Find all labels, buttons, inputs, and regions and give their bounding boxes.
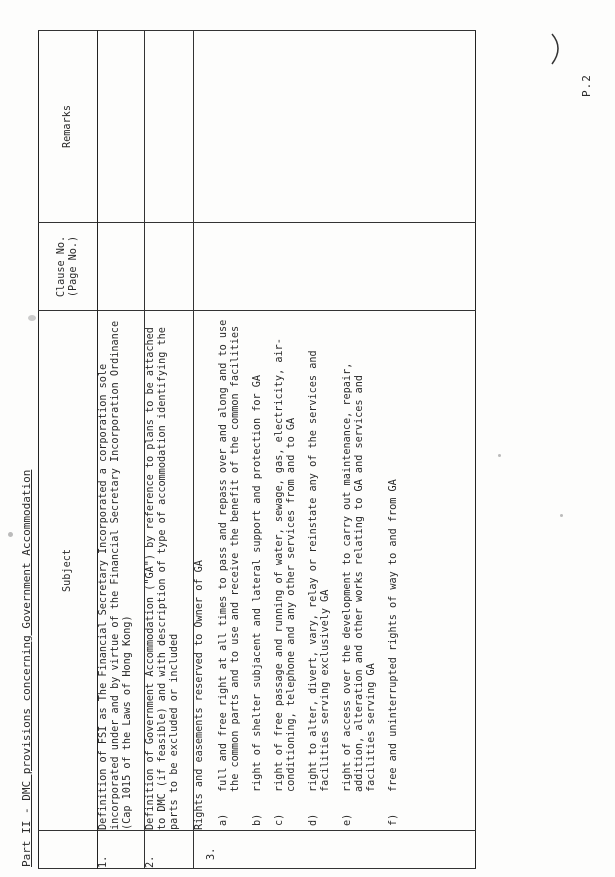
header-remarks: Remarks (39, 31, 98, 223)
item-text: right of access over the development to carry out maintenance, repair, addition, alteration and other works relating to GA and services and facilities serving GA (342, 362, 377, 792)
scan-bracket-mark (548, 30, 568, 70)
row-number: 2. (145, 831, 194, 869)
item-letter: f) (388, 813, 399, 826)
row-subject: Definition of FSI as The Financial Secretary Incorporated a corporation sole incorporated under and by virtue of the Financial Secretary Incorporation Ordinance (Cap 1015 of the Laws of Hong Kong) (98, 311, 145, 831)
item-letter: b) (252, 813, 263, 826)
row-remarks-cell (194, 31, 476, 223)
scan-speck (8, 532, 13, 537)
table-row (194, 31, 476, 869)
page-number: P.2 (580, 74, 593, 97)
item-letter: d) (308, 813, 319, 826)
header-number (39, 831, 98, 869)
row-subject-cell (194, 311, 476, 831)
row-subject: Definition of Government Accommodation ("GA") by reference to plans to be attached to DMC (if feasible) and with description of type of accommodation identifying the parts to be excluded or included (145, 311, 194, 831)
list-item (252, 311, 264, 830)
item-letter: c) (274, 813, 285, 826)
row-remarks-cell (145, 31, 194, 223)
part-title: Part II - DMC provisions concerning Government Accommodation (20, 469, 33, 867)
row-clause-cell (145, 223, 194, 311)
item-text: free and uninterrupted rights of way to and from GA (388, 479, 399, 792)
header-clause-no (39, 223, 98, 311)
row-clause-cell (98, 223, 145, 311)
header-clause-line1: Clause No. (56, 235, 67, 298)
list-item (218, 311, 242, 830)
scan-speck (560, 514, 563, 517)
table-row (145, 31, 194, 869)
table-row (98, 31, 145, 869)
row-number: 1. (98, 831, 145, 869)
list-item (308, 311, 332, 830)
item-text: right of shelter subjacent and lateral support and protection for GA (252, 374, 263, 792)
row-clause-cell (194, 223, 476, 311)
list-item (342, 311, 378, 830)
row-subject: Rights and easements reserved to Owner of GA (194, 560, 205, 830)
item-letter: a) (218, 813, 229, 826)
list-item (388, 311, 400, 830)
item-text: right to alter, divert, vary, relay or reinstate any of the services and facilities serving exclusively GA (308, 350, 331, 792)
scan-speck (498, 454, 501, 457)
item-letter: e) (342, 813, 353, 826)
row-number: 3. (206, 847, 217, 860)
header-clause-line2: (Page No.) (68, 235, 79, 298)
header-subject: Subject (39, 311, 98, 831)
provisions-table (38, 30, 476, 869)
item-text: full and free right at all times to pass and repass over and along and to use the common parts and to use and receive the benefit of the common facilities (218, 319, 241, 792)
row-remarks-cell (98, 31, 145, 223)
item-text: right of free passage and running of water, sewage, gas, electricity, air-conditioning, telephone and any other services from and to GA (274, 338, 297, 792)
scan-speck (28, 315, 36, 321)
row-number-cell (194, 831, 476, 869)
list-item (274, 311, 298, 830)
